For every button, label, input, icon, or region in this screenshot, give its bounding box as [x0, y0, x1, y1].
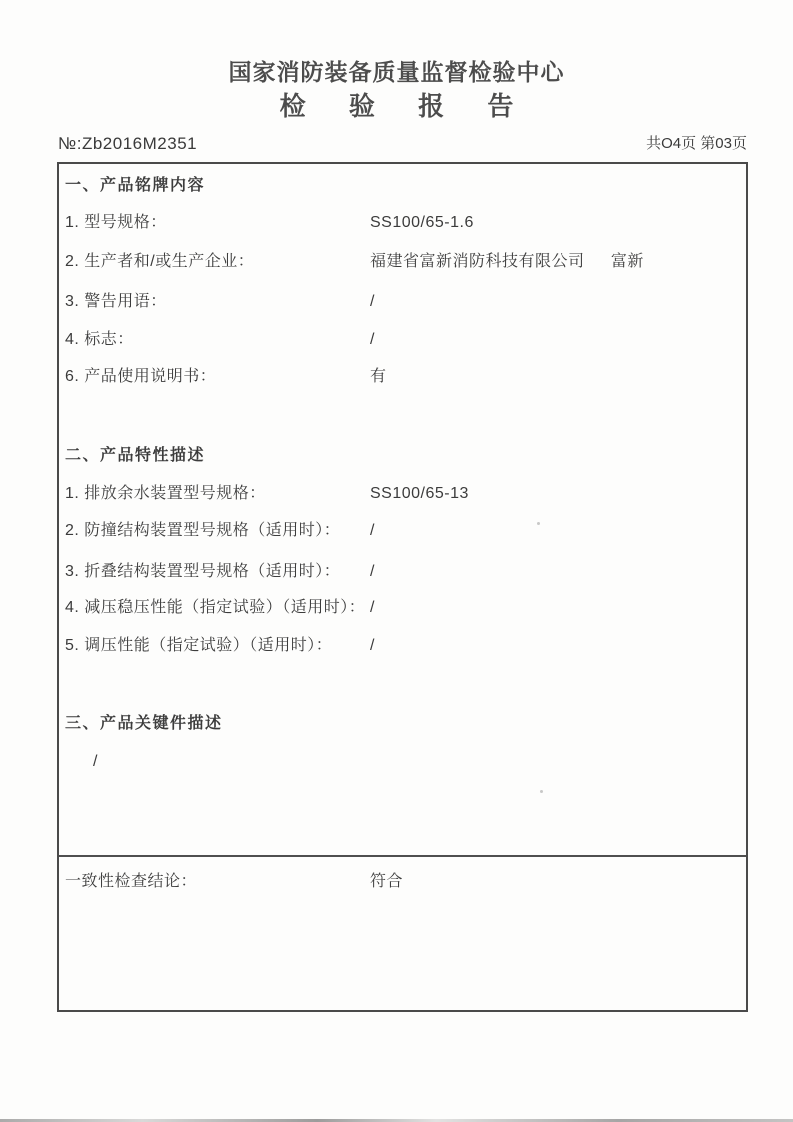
field-label: 5. 调压性能（指定试验）（适用时）：: [65, 637, 333, 654]
field-value: /: [370, 331, 375, 348]
field-label: 6. 产品使用说明书：: [65, 368, 217, 385]
scan-speck: [540, 790, 543, 793]
report-body-frame: [57, 162, 748, 1012]
field-value: 有: [370, 368, 387, 385]
field-row: [65, 367, 742, 387]
section-2-heading: 二、产品特性描述: [65, 447, 206, 464]
field-label: 2. 生产者和/或生产企业：: [65, 253, 255, 270]
field-label: 4. 标志：: [65, 331, 134, 348]
field-row: [65, 562, 742, 582]
field-row: [65, 752, 742, 772]
field-value: /: [370, 599, 375, 616]
page-counter: 共O4页 第03页: [646, 135, 747, 152]
field-row: [65, 213, 742, 233]
org-title: 国家消防装备质量监督检验中心: [228, 59, 565, 85]
field-label: 1. 型号规格：: [65, 214, 167, 231]
report-title: 检 验 报 告: [279, 91, 532, 121]
field-label: 2. 防撞结构装置型号规格（适用时）：: [65, 522, 341, 539]
field-label: 4. 减压稳压性能（指定试验）（适用时）：: [65, 599, 366, 616]
field-row: [65, 330, 742, 350]
field-label: 3. 折叠结构装置型号规格（适用时）：: [65, 563, 341, 580]
field-row: [65, 636, 742, 656]
conclusion-row: [65, 872, 742, 892]
field-label: 3. 警告用语：: [65, 293, 167, 310]
field-row: [65, 292, 742, 312]
conclusion-label: 一致性检查结论：: [65, 873, 198, 890]
field-value: /: [93, 753, 98, 770]
section-1-heading: 一、产品铭牌内容: [65, 177, 206, 194]
field-label: 1. 排放余水装置型号规格：: [65, 485, 266, 502]
scan-speck: [537, 522, 540, 525]
conclusion-divider: [59, 855, 746, 857]
field-value: /: [370, 293, 375, 310]
field-row: [65, 484, 742, 504]
section-3-heading: 三、产品关键件描述: [65, 715, 223, 732]
field-value: /: [370, 522, 375, 539]
report-number: №:Zb2016M2351: [58, 134, 198, 153]
field-value: /: [370, 637, 375, 654]
field-value: /: [370, 563, 375, 580]
field-row: [65, 598, 742, 618]
field-value: SS100/65-13: [370, 485, 469, 502]
field-value: 福建省富新消防科技有限公司 富新: [370, 253, 644, 270]
field-row: [65, 252, 742, 272]
field-row: [65, 521, 742, 541]
field-value: SS100/65-1.6: [370, 214, 474, 231]
conclusion-value: 符合: [370, 873, 404, 890]
